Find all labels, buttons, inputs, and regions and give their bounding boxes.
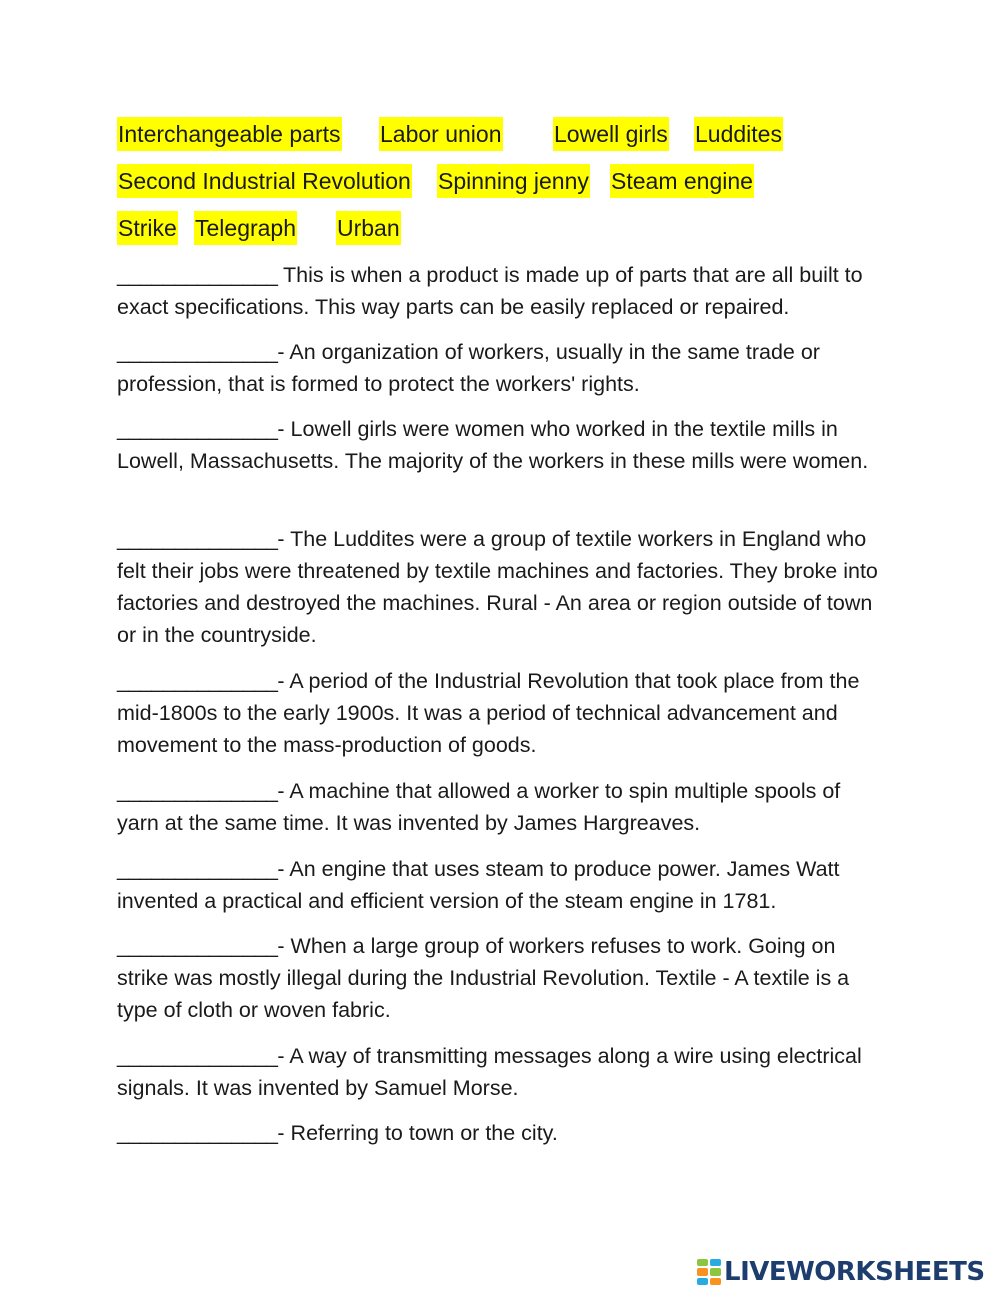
definition-text: - When a large group of workers refuses to work. Going on strike was mostly illegal during the Industrial Revolution. Textile - A textile is a type of cloth or woven fabric.: [117, 934, 850, 1022]
word-bank-item: Labor union: [379, 117, 503, 151]
word-bank-row-1: [117, 117, 817, 151]
definition-8: [117, 930, 887, 1026]
answer-blank[interactable]: ______________: [117, 857, 278, 881]
answer-blank[interactable]: ______________: [117, 417, 278, 441]
definition-1: [117, 259, 887, 323]
logo-icon: [697, 1259, 721, 1285]
definition-text: - An organization of workers, usually in the same trade or profession, that is formed to protect the workers' rights.: [117, 340, 820, 396]
answer-blank[interactable]: ______________: [117, 263, 278, 287]
word-bank-item: Steam engine: [610, 164, 754, 198]
answer-blank[interactable]: ______________: [117, 1121, 278, 1145]
answer-blank[interactable]: ______________: [117, 779, 278, 803]
word-bank-item: Urban: [336, 211, 401, 245]
definition-6: [117, 775, 887, 839]
word-bank-item: Lowell girls: [553, 117, 669, 151]
definition-4: [117, 523, 887, 651]
definition-3: [117, 413, 887, 477]
liveworksheets-logo: [697, 1255, 985, 1289]
word-bank-item: Telegraph: [194, 211, 297, 245]
definition-7: [117, 853, 887, 917]
definition-text: - An engine that uses steam to produce power. James Watt invented a practical and efficient version of the steam engine in 1781.: [117, 857, 840, 913]
definition-text: - A machine that allowed a worker to spin multiple spools of yarn at the same time. It was invented by James Hargreaves.: [117, 779, 841, 835]
definition-text: - The Luddites were a group of textile workers in England who felt their jobs were threatened by textile machines and factories. They broke into factories and destroyed the machines. Rural - An area or region outside of town or in the countryside.: [117, 527, 878, 647]
word-bank-item: Spinning jenny: [437, 164, 590, 198]
definition-5: [117, 665, 887, 761]
definition-9: [117, 1040, 887, 1104]
definition-text: - A period of the Industrial Revolution that took place from the mid-1800s to the early 1900s. It was a period of technical advancement and movement to the mass-production of goods.: [117, 669, 860, 757]
answer-blank[interactable]: ______________: [117, 669, 278, 693]
definition-text: - Lowell girls were women who worked in the textile mills in Lowell, Massachusetts. The majority of the workers in these mills were women.: [117, 417, 869, 473]
answer-blank[interactable]: ______________: [117, 340, 278, 364]
word-bank-row-3: [117, 211, 517, 245]
word-bank-row-2: [117, 164, 817, 198]
definition-text: - Referring to town or the city.: [277, 1121, 558, 1145]
definition-text: This is when a product is made up of parts that are all built to exact specifications. This way parts can be easily replaced or repaired.: [117, 263, 863, 319]
answer-blank[interactable]: ______________: [117, 934, 278, 958]
word-bank-item: Interchangeable parts: [117, 117, 342, 151]
logo-text: LIVEWORKSHEETS: [724, 1257, 985, 1287]
definition-10: [117, 1117, 887, 1149]
answer-blank[interactable]: ______________: [117, 1044, 278, 1068]
definition-text: - A way of transmitting messages along a wire using electrical signals. It was invented by Samuel Morse.: [117, 1044, 862, 1100]
word-bank-item: Strike: [117, 211, 178, 245]
word-bank-item: Luddites: [694, 117, 783, 151]
definition-2: [117, 336, 887, 400]
answer-blank[interactable]: ______________: [117, 527, 278, 551]
word-bank-item: Second Industrial Revolution: [117, 164, 412, 198]
